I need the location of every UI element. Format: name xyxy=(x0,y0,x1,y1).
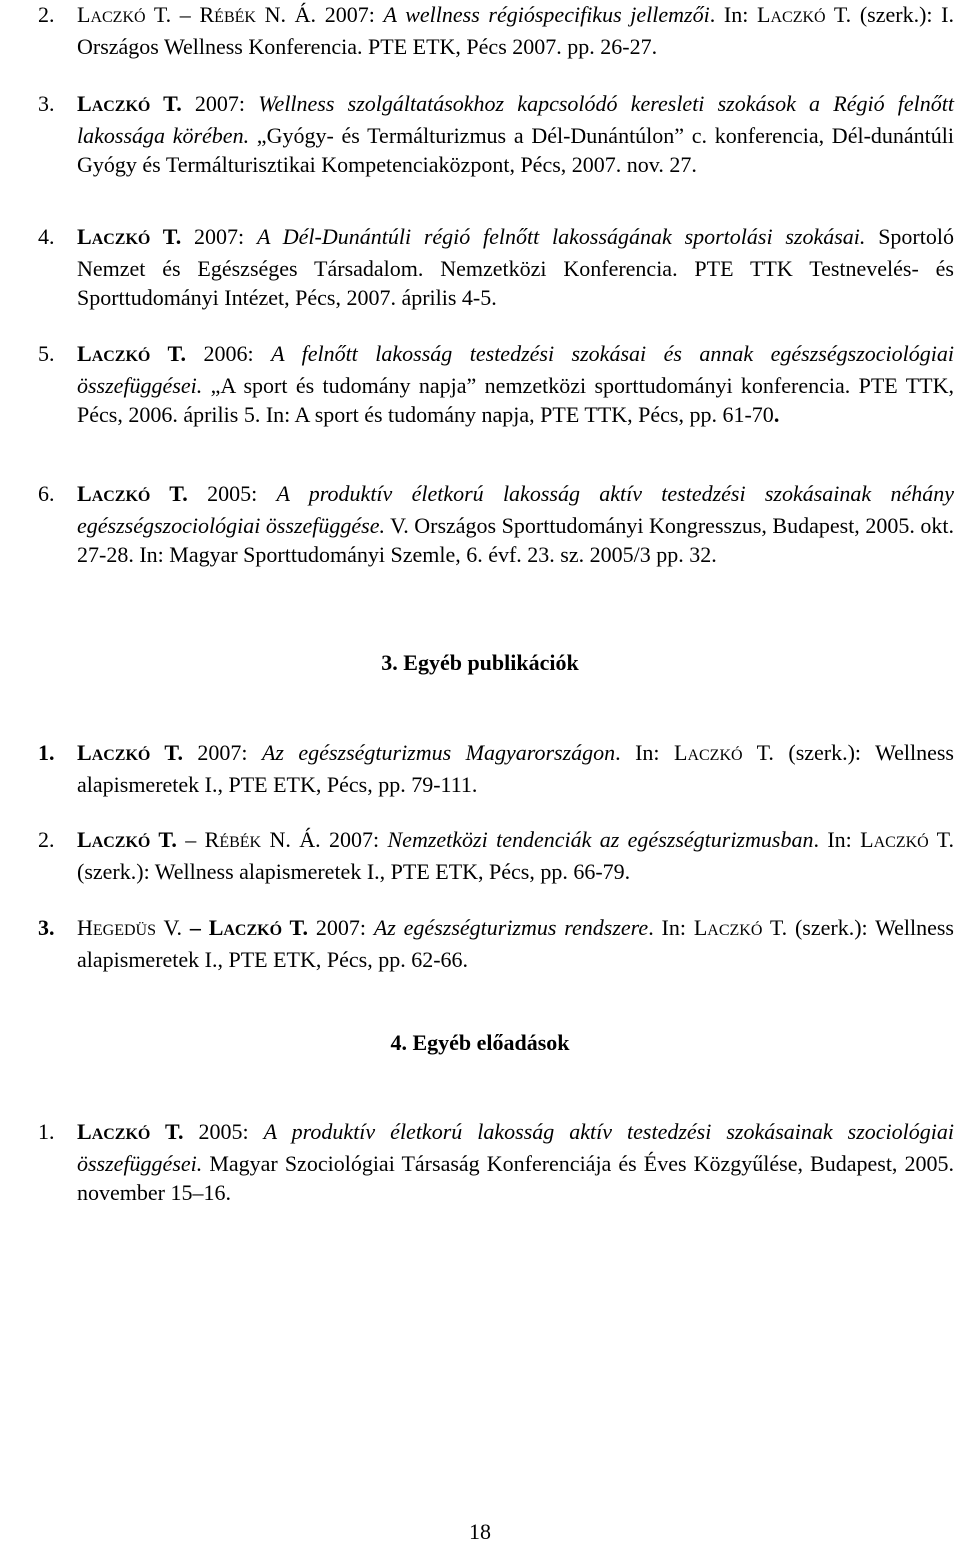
page-number: 18 xyxy=(469,1519,491,1544)
entry-text: HEGEDÜS V. – LACZKÓ T. 2007: Az egészségturizmus rendszere. In: LACZKÓ T. (szerk.): Wellness alapismeretek I., PTE ETK, Pécs, pp. 62-66. xyxy=(77,915,954,972)
author-name: LACZKÓ T. xyxy=(77,91,182,116)
entry-number: 2. xyxy=(38,2,55,27)
entry-number: 3. xyxy=(38,915,55,940)
entry-title: Az egészségturizmus rendszere xyxy=(373,915,649,940)
publication-entry xyxy=(38,913,954,974)
entry-text: LACZKÓ T. 2007: Wellness szolgáltatásokhoz kapcsolódó keresleti szokások a Régió felnőtt lakossága körében. „Gyógy- és Termálturizmus a Dél-Dunántúlon” c. konferencia, Dél-dunántúli Gyógy és Termálturisztikai Kompetenciaközpont, Pécs, 2007. nov. 27. xyxy=(77,91,954,177)
section-heading: 4. Egyéb előadások xyxy=(390,1030,570,1055)
author-name: LACZKÓ T. xyxy=(77,740,183,765)
entry-text: LACZKÓ T. 2005: A produktív életkorú lakosság aktív testedzési szokásainak néhány egészségszociológiai összefüggése. V. Országos Sporttudományi Kongresszus, Budapest, 2005. okt. 27-28. In: Magyar Sporttudományi Szemle, 6. évf. 23. sz. 2005/3 pp. 32. xyxy=(77,481,955,567)
entry-title: Wellness szolgáltatásokhoz kapcsolódó keresleti szokások a Régió felnőtt lakossága körében. xyxy=(77,91,954,148)
reference-entry xyxy=(38,479,954,569)
entry-title: A Dél-Dunántúli régió felnőtt lakosságának sportolási szokásai. xyxy=(256,224,866,249)
reference-entry xyxy=(38,89,954,179)
entry-number: 5. xyxy=(38,341,55,366)
entry-number: 6. xyxy=(38,481,55,506)
entry-title: Nemzetközi tendenciák az egészségturizmusban xyxy=(387,827,814,852)
author-name: LACZKÓ T. xyxy=(77,481,188,506)
author-name: LACZKÓ T. xyxy=(77,341,186,366)
entry-title: A produktív életkorú lakosság aktív testedzési szokásainak néhány egészségszociológiai összefüggése. xyxy=(77,481,954,538)
author-name: LACZKÓ T. xyxy=(77,827,177,852)
entry-number: 1. xyxy=(38,740,55,765)
author-name: LACZKÓ T. xyxy=(77,224,182,249)
entry-number: 3. xyxy=(38,91,55,116)
talk-entry xyxy=(38,1117,954,1207)
entry-number: 2. xyxy=(38,827,55,852)
publication-entry xyxy=(38,738,954,799)
entry-text: LACZKÓ T. 2006: A felnőtt lakosság testedzési szokásai és annak egészségszociológiai összefüggései. „A sport és tudomány napja” nemzetközi sporttudományi konferencia. PTE TTK, Pécs, 2006. április 5. In: A sport és tudomány napja, PTE TTK, Pécs, pp. 61-70. xyxy=(77,341,954,427)
author-name: LACZKÓ T. xyxy=(77,1119,184,1144)
author-name: LACZKÓ T. xyxy=(208,915,309,940)
entry-text: LACZKÓ T. – RÉBÉK N. Á. 2007: A wellness régióspecifikus jellemzői. In: LACZKÓ T. (szerk.): I. Országos Wellness Konferencia. PTE ETK, Pécs 2007. pp. 26-27. xyxy=(77,2,954,59)
entry-text: LACZKÓ T. 2005: A produktív életkorú lakosság aktív testedzési szokásainak szociológiai összefüggései. Magyar Szociológiai Társaság Konferenciája és Éves Közgyűlése, Budapest, 2005. november 15–16. xyxy=(77,1119,954,1205)
entry-text: LACZKÓ T. 2007: Az egészségturizmus Magyarországon. In: LACZKÓ T. (szerk.): Wellness alapismeretek I., PTE ETK, Pécs, pp. 79-111. xyxy=(77,740,954,797)
entry-title: A wellness régióspecifikus jellemzői xyxy=(383,2,710,27)
entry-number: 4. xyxy=(38,224,55,249)
section-heading: 3. Egyéb publikációk xyxy=(381,650,579,675)
entry-text: LACZKÓ T. – RÉBÉK N. Á. 2007: Nemzetközi tendenciák az egészségturizmusban. In: LACZKÓ T. (szerk.): Wellness alapismeretek I., PTE ETK, Pécs, pp. 66-79. xyxy=(77,827,954,884)
entry-text: LACZKÓ T. 2007: A Dél-Dunántúli régió felnőtt lakosságának sportolási szokásai. Sportoló Nemzet és Egészséges Társadalom. Nemzetközi Konferencia. PTE TTK Testnevelés- és Sporttudományi Intézet, Pécs, 2007. április 4-5. xyxy=(77,224,954,310)
publication-entry xyxy=(38,825,954,886)
reference-entry xyxy=(38,0,954,61)
entry-title: A felnőtt lakosság testedzési szokásai és annak egészségszociológiai összefüggései. xyxy=(77,341,954,398)
reference-entry xyxy=(38,339,954,429)
reference-entry xyxy=(38,222,954,312)
entry-number: 1. xyxy=(38,1119,55,1144)
entry-title: A produktív életkorú lakosság aktív testedzési szokásainak szociológiai összefüggései. xyxy=(77,1119,954,1176)
entry-title: Az egészségturizmus Magyarországon xyxy=(261,740,616,765)
